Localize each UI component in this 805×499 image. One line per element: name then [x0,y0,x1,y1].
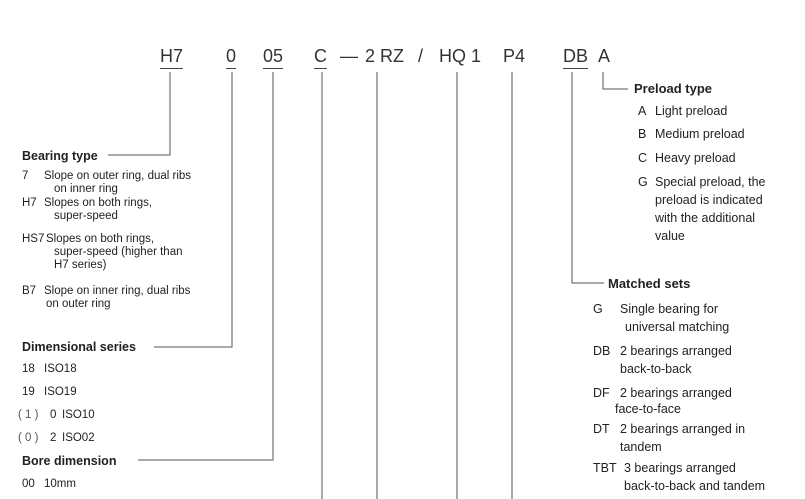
matched-sets-desc: back-to-back and tandem [624,479,766,493]
preload-code: B [638,127,647,141]
matched-sets-desc: face-to-face [615,402,682,416]
matched-sets-desc: back-to-back [620,362,692,376]
preload-code: G [638,175,648,189]
preload-desc: Heavy preload [655,151,736,165]
leader-bore-dimension [138,72,273,460]
bearing-type-desc: Slopes on both rings, [44,197,153,209]
bearing-type-desc: on inner ring [54,183,118,195]
bearing-type-desc: super-speed [54,210,118,222]
preload-desc: Special preload, the [655,175,766,189]
matched-sets-desc: Single bearing for [620,302,718,316]
leader-matched-sets [572,72,604,283]
dimensional-series-text: ISO02 [62,432,95,444]
leader-dimensional-series [154,72,232,347]
preload-code: A [638,104,647,118]
preload-desc: Light preload [655,104,728,118]
dimensional-series-paren: ( 0 ) [18,432,39,444]
matched-sets-desc: tandem [620,440,662,454]
code-hq1: HQ 1 [439,46,482,66]
dimensional-series-heading: Dimensional series [22,340,136,354]
code-p4: P4 [503,46,526,66]
leader-bearing-type [108,72,170,155]
matched-sets-desc: 3 bearings arranged [624,461,736,475]
code-c: C [314,46,327,69]
dimensional-series-code: 2 [50,432,57,444]
code-slash: / [418,46,424,66]
matched-sets-desc: 2 bearings arranged in [620,422,746,436]
bore-dimension-heading: Bore dimension [22,454,117,468]
bore-dimension-code: 00 [22,478,35,490]
code-2rz: 2 RZ [365,46,405,66]
matched-sets-code: DF [593,386,610,400]
preload-desc: preload is indicated [655,193,763,207]
matched-sets-heading: Matched sets [608,276,691,291]
matched-sets-code: G [593,302,603,316]
bearing-type-desc: Slope on inner ring, dual ribs [44,285,191,297]
dimensional-series-code: 18 [22,363,35,375]
bearing-type-desc: H7 series) [54,259,107,271]
preload-desc: value [655,229,685,243]
bearing-type-desc: super-speed (higher than [54,246,183,258]
dimensional-series-text: ISO10 [62,409,95,421]
code-db: DB [563,46,588,69]
matched-sets-code: DB [593,344,611,358]
dimensional-series-code: 0 [50,409,57,421]
matched-sets-code: DT [593,422,610,436]
dimensional-series-paren: ( 1 ) [18,409,39,421]
bearing-type-desc: on outer ring [46,298,111,310]
leader-preload-type [603,72,628,89]
bearing-type-code: 7 [22,170,29,182]
bearing-type-desc: Slope on outer ring, dual ribs [44,170,192,182]
bearing-type-desc: Slopes on both rings, [46,233,155,245]
code-h7: H7 [160,46,183,69]
bearing-type-heading: Bearing type [22,149,98,163]
matched-sets-code: TBT [593,461,617,475]
bearing-type-code: B7 [22,285,37,297]
bearing-type-code: H7 [22,197,37,209]
preload-code: C [638,151,648,165]
code-a: A [598,46,611,66]
preload-desc: with the additional [655,211,756,225]
bearing-type-code: HS7 [22,233,45,245]
dimensional-series-text: ISO18 [44,363,77,375]
preload-type-heading: Preload type [634,81,713,96]
matched-sets-desc: 2 bearings arranged [620,386,732,400]
dimensional-series-code: 19 [22,386,35,398]
matched-sets-desc: 2 bearings arranged [620,344,732,358]
bore-dimension-text: 10mm [44,478,76,490]
code-0: 0 [226,46,236,69]
matched-sets-desc: universal matching [625,320,730,334]
code-dash: — [340,46,358,66]
preload-desc: Medium preload [655,127,745,141]
code-05: 05 [263,46,283,69]
dimensional-series-text: ISO19 [44,386,77,398]
